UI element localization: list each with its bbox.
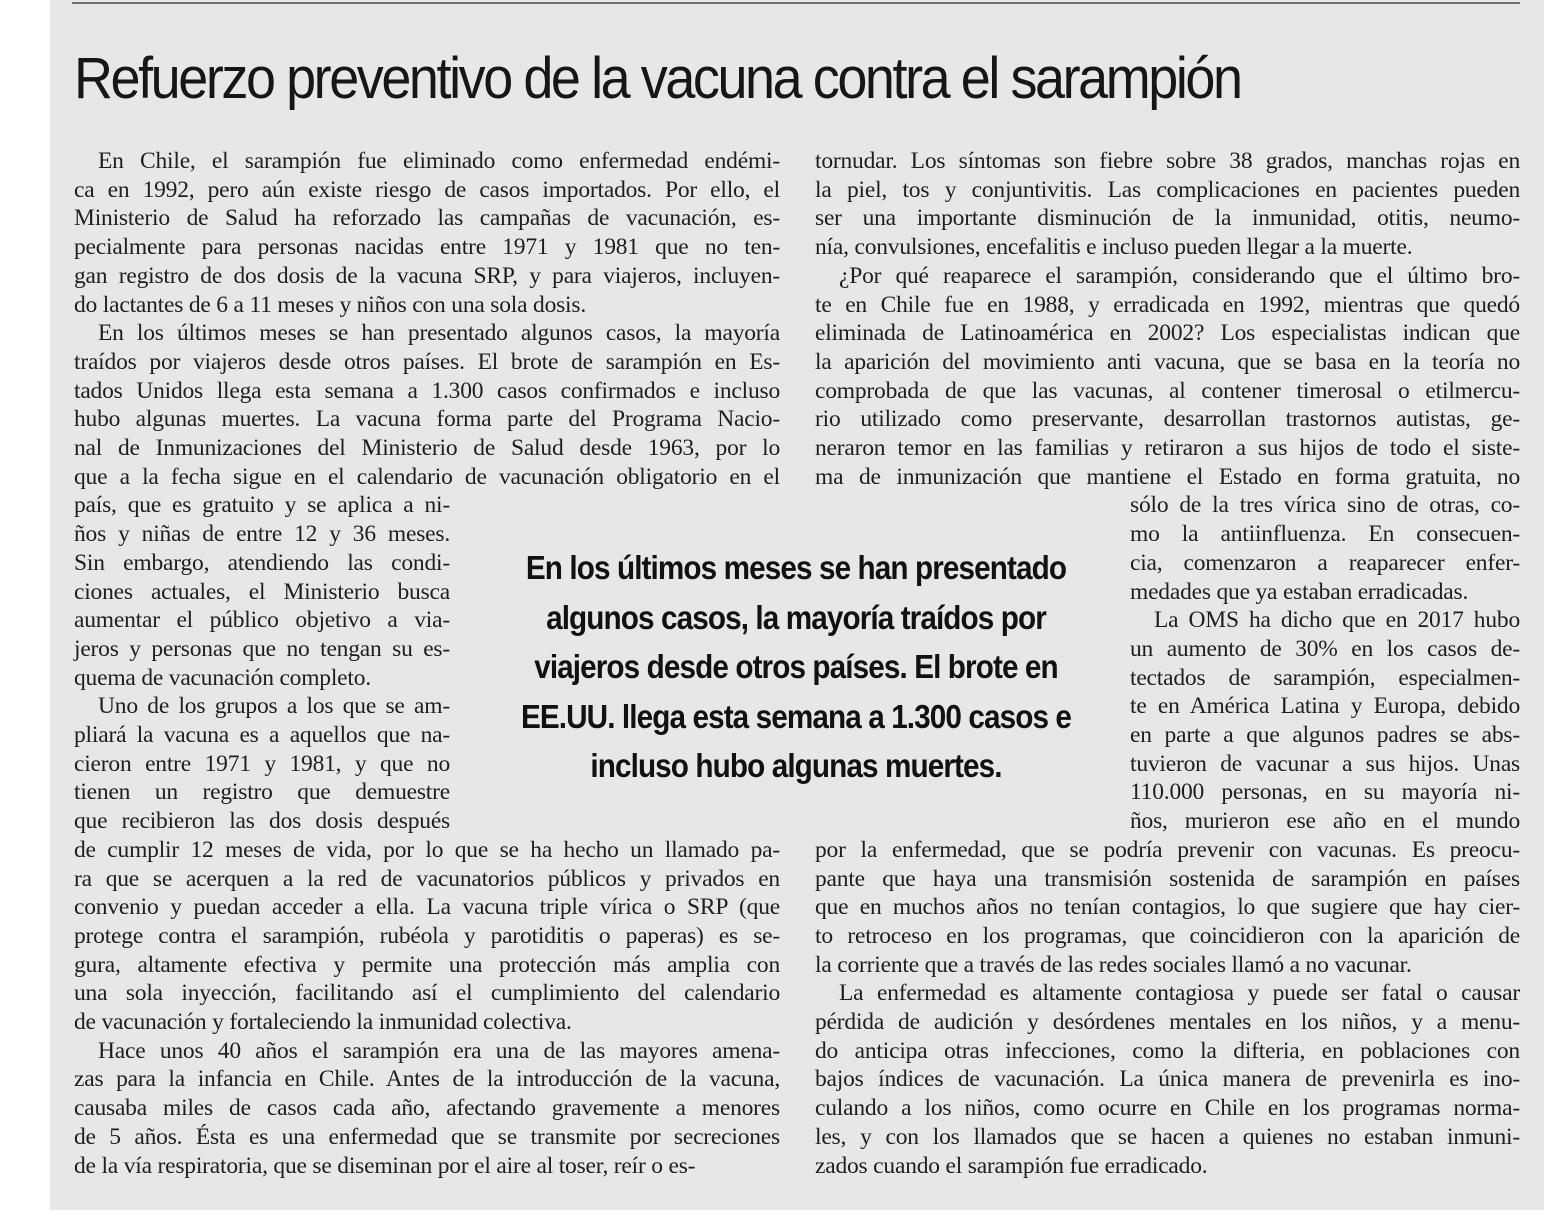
text-line: ra que se acerquen a la red de vacunatorios públicos y privados en — [74, 865, 780, 892]
text-line: hubo algunas muertes. La vacuna forma parte del Programa Nacio- — [74, 406, 780, 433]
text-line: la piel, tos y conjuntivitis. Las complicaciones en pacientes pueden — [815, 176, 1520, 203]
text-line: En los últimos meses se han presentado algunos casos, la mayoría — [98, 320, 780, 347]
text-line: Uno de los grupos a los que se am- — [98, 693, 450, 720]
headline: Refuerzo preventivo de la vacuna contra el sarampión — [74, 46, 1241, 111]
text-line: tienen un registro que demuestre — [74, 779, 450, 806]
text-line: do anticipa otras infecciones, como la difteria, en poblaciones con — [815, 1037, 1520, 1064]
text-line: en parte a que algunos padres se abs- — [1130, 722, 1520, 748]
text-line: traídos por viajeros desde otros países. El brote de sarampión en Es- — [74, 348, 780, 375]
text-line: Ministerio de Salud ha reforzado las campañas de vacunación, es- — [74, 205, 780, 232]
text-line: ¿Por qué reaparece el sarampión, considerando que el último bro- — [839, 262, 1520, 289]
text-line: gura, altamente efectiva y permite una protección más amplia con — [74, 951, 780, 978]
pull-quote — [476, 543, 1116, 791]
text-line: eliminada de Latinoamérica en 2002? Los especialistas indican que — [815, 320, 1520, 347]
text-line: tuvieron de vacunar a sus hijos. Unas — [1130, 750, 1520, 777]
text-line: sólo de la tres vírica sino de otras, co- — [1130, 492, 1520, 519]
text-line: ca en 1992, pero aún existe riesgo de casos importados. Por ello, el — [74, 176, 780, 203]
text-line: quema de vacunación completo. — [74, 664, 371, 691]
text-line: medades que ya estaban erradicadas. — [1130, 578, 1469, 605]
text-line: de cumplir 12 meses de vida, por lo que se ha hecho un llamado pa- — [74, 836, 780, 863]
text-line: causaba miles de casos cada año, afectando gravemente a menores — [74, 1095, 780, 1122]
pull-quote-line: incluso hubo algunas muertes. — [590, 747, 1002, 784]
text-line: que a la fecha sigue en el calendario de vacunación obligatorio en el — [74, 463, 780, 490]
text-line: zas para la infancia en Chile. Antes de la introducción de la vacuna, — [74, 1066, 780, 1093]
text-line: pérdida de audición y desórdenes mentales en los niños, y a menu- — [815, 1009, 1520, 1035]
text-line: nía, convulsiones, encefalitis e incluso pueden llegar a la muerte. — [815, 234, 1413, 261]
text-line: to retroceso en los programas, que coincidieron con la aparición de — [815, 922, 1520, 949]
pull-quote-line: viajeros desde otros países. El brote en — [534, 648, 1058, 685]
text-line: La OMS ha dicho que en 2017 hubo — [1154, 607, 1520, 634]
pull-quote-line: EE.UU. llega esta semana a 1.300 casos e — [520, 697, 1072, 735]
text-line: ños y niñas de entre 12 y 36 meses. — [74, 521, 450, 548]
text-line: una sola inyección, facilitando así el cumplimiento del calendario — [74, 980, 780, 1007]
text-line: pante que haya una transmisión sostenida de sarampión en países — [815, 865, 1520, 892]
text-line: Sin embargo, atendiendo las condi- — [74, 549, 450, 576]
text-line: Hace unos 40 años el sarampión era una de las mayores amena- — [98, 1037, 780, 1064]
text-line: protege contra el sarampión, rubéola y parotiditis o paperas) es se- — [74, 922, 780, 949]
text-line: te en Chile fue en 1988, y erradicada en 1992, mientras que quedó — [815, 291, 1520, 318]
text-line: tectados de sarampión, especialmen- — [1130, 664, 1520, 691]
text-line: por la enfermedad, que se podría prevenir con vacunas. Es preocu- — [815, 836, 1520, 863]
text-line: cia, comenzaron a reaparecer enfer- — [1130, 549, 1520, 576]
text-line: la corriente que a través de las redes sociales llamó a no vacunar. — [815, 951, 1412, 978]
text-line: neraron temor en las familias y retiraron a sus hijos de todo el siste- — [815, 435, 1520, 461]
text-line: tornudar. Los síntomas son fiebre sobre 38 grados, manchas rojas en — [815, 148, 1520, 174]
text-line: país, que es gratuito y se aplica a ni- — [74, 492, 450, 519]
text-line: ciones actuales, el Ministerio busca — [74, 578, 450, 605]
text-line: 110.000 personas, en su mayoría ni- — [1130, 779, 1520, 806]
text-line: la aparición del movimiento anti vacuna, que se basa en la teoría no — [815, 348, 1520, 375]
text-line: te en América Latina y Europa, debido — [1130, 693, 1520, 720]
text-line: mo la antiinfluenza. En consecuen- — [1130, 521, 1520, 548]
text-line: cieron entre 1971 y 1981, y que no — [74, 750, 450, 777]
text-line: pecialmente para personas nacidas entre 1971 y 1981 que no ten- — [74, 234, 780, 261]
text-line: comprobada de que las vacunas, al contener timerosal o etilmercu- — [815, 377, 1520, 404]
text-line: do lactantes de 6 a 11 meses y niños con una sola dosis. — [74, 291, 587, 318]
text-line: gan registro de dos dosis de la vacuna SRP, y para viajeros, incluyen- — [74, 262, 780, 289]
text-line: convenio y puedan acceder a ella. La vacuna triple vírica o SRP (que — [74, 894, 780, 921]
text-line: bajos índices de vacunación. La única manera de prevenirla es ino- — [815, 1066, 1520, 1093]
text-line: un aumento de 30% en los casos de- — [1130, 635, 1520, 662]
text-line: de la vía respiratoria, que se diseminan por el aire al toser, reír o es- — [74, 1152, 696, 1179]
text-line: rio utilizado como preservante, desarrollan trastornos autistas, ge- — [815, 406, 1520, 433]
text-line: que en muchos años no tenían contagios, lo que sugiere que hay cier- — [815, 894, 1520, 921]
text-line: que recibieron las dos dosis después — [74, 808, 450, 835]
pull-quote-line: algunos casos, la mayoría traídos por — [546, 598, 1046, 636]
text-line: les, y con los llamados que se hacen a quienes no estaban inmuni- — [815, 1123, 1520, 1150]
text-line: de vacunación y fortaleciendo la inmunidad colectiva. — [74, 1009, 572, 1035]
text-line: tados Unidos llega esta semana a 1.300 casos confirmados e incluso — [74, 377, 780, 404]
text-line: ma de inmunización que mantiene el Estado en forma gratuita, no — [815, 463, 1520, 490]
text-line: culando a los niños, como ocurre en Chile en los programas norma- — [815, 1095, 1520, 1122]
text-line: jeros y personas que no tengan su es- — [74, 635, 450, 662]
text-line: zados cuando el sarampión fue erradicado. — [815, 1152, 1208, 1179]
text-line: La enfermedad es altamente contagiosa y puede ser fatal o causar — [839, 980, 1520, 1007]
text-line: En Chile, el sarampión fue eliminado como enfermedad endémi- — [98, 148, 780, 174]
text-line: ser una importante disminución de la inmunidad, otitis, neumo- — [815, 205, 1520, 232]
top-rule — [72, 2, 1520, 4]
text-line: nal de Inmunizaciones del Ministerio de Salud desde 1963, por lo — [74, 435, 780, 461]
text-line: ños, murieron ese año en el mundo — [1130, 808, 1520, 835]
text-line: aumentar el público objetivo a via- — [74, 607, 450, 634]
text-line: pliará la vacuna es a aquellos que na- — [74, 722, 450, 748]
pull-quote-line: En los últimos meses se han presentado — [525, 549, 1067, 586]
text-line: de 5 años. Ésta es una enfermedad que se transmite por secreciones — [74, 1123, 780, 1150]
